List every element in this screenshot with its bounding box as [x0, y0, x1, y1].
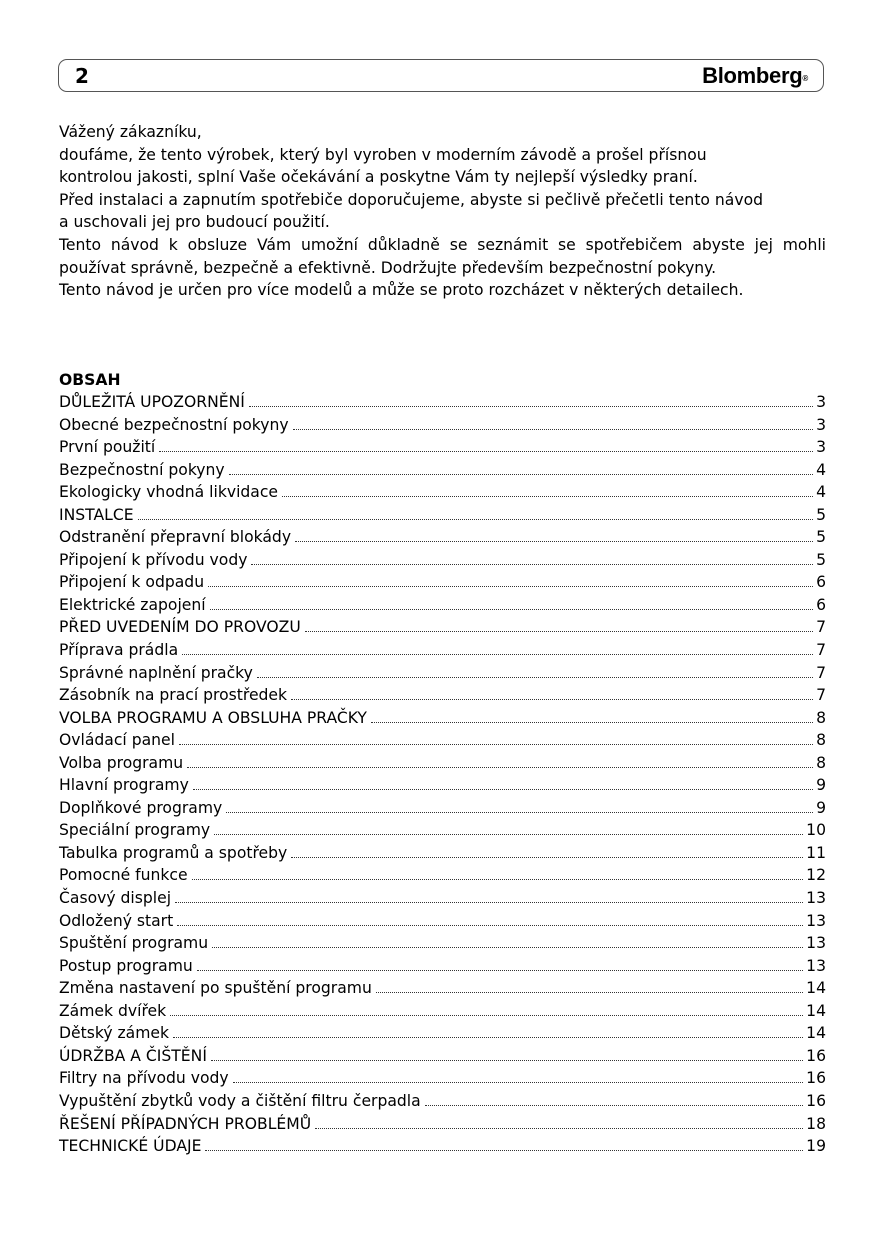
toc-entry-label: Spuštění programu	[59, 934, 209, 953]
toc-entry	[59, 977, 826, 1000]
toc-entry-page: 7	[816, 618, 826, 637]
toc-entry	[59, 819, 826, 842]
toc-dot-leader	[249, 395, 813, 407]
toc-entry-label: TECHNICKÉ ÚDAJE	[59, 1137, 202, 1156]
toc-entry-label: Časový displej	[59, 889, 172, 908]
toc-entry	[59, 1067, 826, 1090]
toc-entry-page: 4	[816, 460, 826, 479]
intro-line: a uschovali jej pro budoucí použití.	[59, 213, 330, 232]
toc-entry	[59, 887, 826, 910]
toc-list	[59, 391, 826, 1158]
toc-dot-leader	[295, 530, 813, 542]
toc-entry-label: Tabulka programů a spotřeby	[59, 843, 288, 862]
toc-entry-page: 8	[816, 753, 826, 772]
table-of-contents	[59, 369, 826, 1158]
toc-entry-page: 6	[816, 595, 826, 614]
toc-dot-leader	[187, 756, 813, 768]
toc-entry-page: 19	[806, 1137, 826, 1156]
toc-dot-leader	[179, 733, 813, 745]
intro-line: Před instalaci a zapnutím spotřebiče doporučujeme, abyste si pečlivě přečetli tento návod	[59, 190, 764, 209]
toc-dot-leader	[208, 575, 813, 587]
toc-dot-leader	[159, 440, 813, 452]
toc-dot-leader	[177, 914, 803, 926]
toc-dot-leader	[291, 688, 813, 700]
toc-entry-page: 18	[806, 1114, 826, 1133]
toc-entry-label: ÚDRŽBA A ČIŠTĚNÍ	[59, 1046, 207, 1065]
toc-entry	[59, 549, 826, 572]
toc-dot-leader	[376, 981, 803, 993]
toc-entry	[59, 1090, 826, 1113]
toc-entry-page: 8	[816, 731, 826, 750]
toc-entry-label: Doplňkové programy	[59, 798, 223, 817]
toc-entry-page: 5	[816, 528, 826, 547]
toc-entry-label: Připojení k odpadu	[59, 573, 205, 592]
toc-entry	[59, 797, 826, 820]
toc-entry-page: 16	[806, 1091, 826, 1110]
toc-entry	[59, 481, 826, 504]
toc-entry-page: 14	[806, 1024, 826, 1043]
toc-entry	[59, 391, 826, 414]
toc-dot-leader	[214, 823, 803, 835]
toc-entry-page: 14	[806, 979, 826, 998]
toc-entry-label: VOLBA PROGRAMU A OBSLUHA PRAČKY	[59, 708, 367, 727]
toc-entry-label: Volba programu	[59, 753, 184, 772]
toc-entry-label: ŘEŠENÍ PŘÍPADNÝCH PROBLÉMŮ	[59, 1114, 312, 1133]
toc-entry	[59, 571, 826, 594]
toc-entry	[59, 1022, 826, 1045]
toc-entry-label: Elektrické zapojení	[59, 595, 206, 614]
toc-entry-page: 16	[806, 1046, 826, 1065]
toc-dot-leader	[371, 711, 813, 723]
toc-entry-page: 3	[816, 438, 826, 457]
toc-dot-leader	[212, 936, 803, 948]
toc-entry	[59, 504, 826, 527]
toc-dot-leader	[182, 643, 813, 655]
toc-dot-leader	[173, 1026, 803, 1038]
toc-entry-page: 9	[816, 776, 826, 795]
toc-dot-leader	[170, 1004, 803, 1016]
intro-line: kontrolou jakosti, splní Vaše očekávání a poskytne Vám ty nejlepší výsledky praní.	[59, 168, 698, 187]
toc-entry	[59, 842, 826, 865]
toc-entry-page: 13	[806, 956, 826, 975]
toc-entry-page: 10	[806, 821, 826, 840]
toc-entry	[59, 594, 826, 617]
toc-entry	[59, 662, 826, 685]
toc-entry	[59, 752, 826, 775]
toc-dot-leader	[138, 508, 813, 520]
toc-entry-label: Pomocné funkce	[59, 866, 188, 885]
toc-heading: OBSAH	[59, 371, 121, 389]
toc-entry	[59, 414, 826, 437]
intro-line: Vážený zákazníku,	[59, 123, 202, 141]
toc-entry-page: 11	[806, 843, 826, 862]
toc-entry-label: Zásobník na prací prostředek	[59, 686, 288, 705]
toc-entry-label: Připojení k přívodu vody	[59, 550, 248, 569]
toc-entry	[59, 932, 826, 955]
toc-entry-label: Filtry na přívodu vody	[59, 1069, 229, 1088]
toc-entry-label: Vypuštění zbytků vody a čištění filtru čerpadla	[59, 1091, 421, 1110]
toc-dot-leader	[257, 666, 813, 678]
toc-dot-leader	[211, 1049, 803, 1061]
toc-entry-label: Ekologicky vhodná likvidace	[59, 483, 279, 502]
toc-entry	[59, 639, 826, 662]
toc-dot-leader	[291, 846, 803, 858]
toc-entry-page: 5	[816, 505, 826, 524]
toc-entry-page: 3	[816, 393, 826, 411]
toc-entry-label: Ovládací panel	[59, 731, 175, 750]
brand-name: Blomberg	[702, 63, 803, 88]
toc-entry-page: 13	[806, 889, 826, 908]
toc-entry-page: 9	[816, 798, 826, 817]
toc-entry-page: 13	[806, 934, 826, 953]
toc-entry-label: Postup programu	[59, 956, 193, 975]
toc-dot-leader	[282, 485, 813, 497]
toc-entry	[59, 616, 826, 639]
toc-entry-label: DŮLEŽITÁ UPOZORNĚNÍ	[59, 393, 245, 411]
intro-paragraph: Tento návod k obsluze Vám umožní důkladně se seznámit se spotřebičem abyste jej mohli používat správně, bezpečně a efektivně. Dodržujte především bezpečnostní pokyny.	[59, 235, 826, 277]
toc-entry-label: Odstranění přepravní blokády	[59, 528, 292, 547]
toc-entry-label: Obecné bezpečnostní pokyny	[59, 415, 289, 434]
toc-entry	[59, 910, 826, 933]
toc-entry-page: 16	[806, 1069, 826, 1088]
toc-dot-leader	[210, 598, 813, 610]
toc-dot-leader	[233, 1071, 804, 1083]
toc-entry-page: 4	[816, 483, 826, 502]
toc-entry-page: 12	[806, 866, 826, 885]
toc-dot-leader	[229, 463, 813, 475]
toc-entry-page: 13	[806, 911, 826, 930]
toc-entry-label: PŘED UVEDENÍM DO PROVOZU	[59, 618, 301, 637]
toc-dot-leader	[193, 778, 813, 790]
toc-entry-label: Odložený start	[59, 911, 174, 930]
toc-entry-label: Zámek dvířek	[59, 1001, 167, 1020]
toc-entry-page: 7	[816, 686, 826, 705]
toc-entry	[59, 1135, 826, 1158]
toc-entry	[59, 864, 826, 887]
toc-dot-leader	[251, 553, 813, 565]
toc-entry	[59, 1113, 826, 1136]
toc-entry-page: 3	[816, 415, 826, 434]
toc-entry	[59, 459, 826, 482]
toc-dot-leader	[293, 418, 813, 430]
toc-entry-label: Bezpečnostní pokyny	[59, 460, 225, 479]
toc-entry-page: 5	[816, 550, 826, 569]
toc-entry-page: 6	[816, 573, 826, 592]
toc-dot-leader	[425, 1094, 803, 1106]
toc-entry	[59, 436, 826, 459]
toc-entry-label: Změna nastavení po spuštění programu	[59, 979, 372, 998]
toc-entry	[59, 955, 826, 978]
toc-entry	[59, 1000, 826, 1023]
toc-entry-label: INSTALCE	[59, 505, 134, 524]
intro-line: Tento návod je určen pro více modelů a může se proto rozcházet v některých detailech.	[59, 281, 744, 300]
toc-entry-page: 7	[816, 663, 826, 682]
toc-entry-label: Speciální programy	[59, 821, 211, 840]
intro-line: doufáme, že tento výrobek, který byl vyroben v moderním závodě a prošel přísnou	[59, 145, 707, 164]
toc-entry-page: 7	[816, 641, 826, 660]
toc-entry-label: Dětský zámek	[59, 1024, 170, 1043]
toc-entry-label: První použití	[59, 438, 156, 457]
toc-dot-leader	[205, 1139, 803, 1151]
toc-dot-leader	[315, 1117, 803, 1129]
toc-entry	[59, 526, 826, 549]
toc-dot-leader	[197, 959, 803, 971]
toc-entry-label: Hlavní programy	[59, 776, 189, 795]
toc-dot-leader	[226, 801, 813, 813]
page-number: 2	[75, 64, 89, 88]
toc-entry-label: Příprava prádla	[59, 641, 179, 660]
page-header	[58, 59, 824, 92]
toc-entry-page: 8	[816, 708, 826, 727]
toc-entry-label: Správné naplnění pračky	[59, 663, 253, 682]
toc-dot-leader	[175, 891, 803, 903]
toc-entry	[59, 1045, 826, 1068]
toc-entry	[59, 684, 826, 707]
toc-dot-leader	[305, 620, 813, 632]
intro-text	[59, 121, 826, 302]
registered-mark: ®	[802, 74, 808, 83]
toc-entry	[59, 707, 826, 730]
toc-entry	[59, 774, 826, 797]
toc-dot-leader	[192, 868, 804, 880]
toc-entry	[59, 729, 826, 752]
brand-logo	[702, 62, 808, 90]
toc-entry-page: 14	[806, 1001, 826, 1020]
